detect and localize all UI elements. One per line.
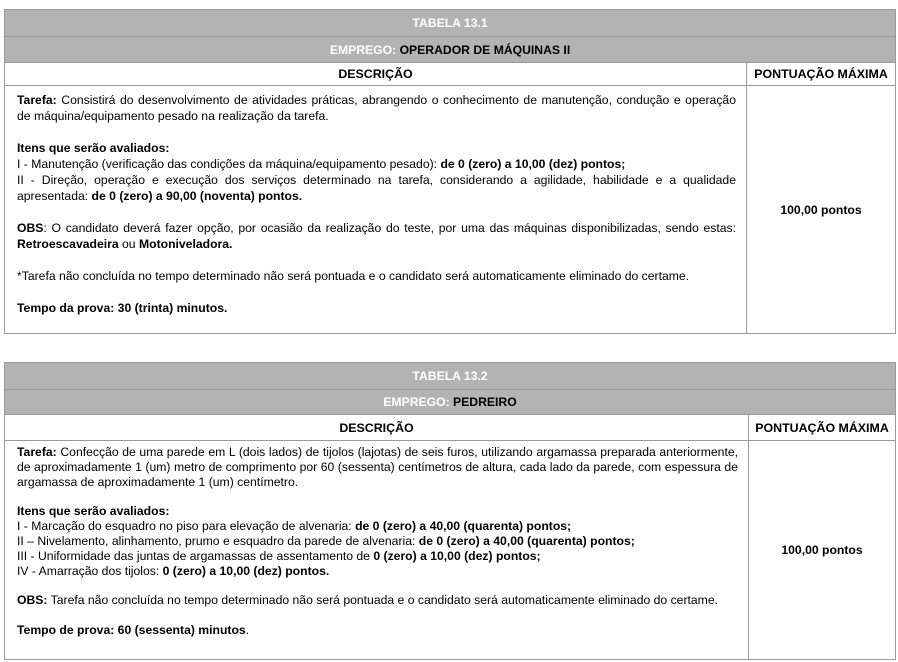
- tarefa-text: Confecção de uma parede em L (dois lados) de tijolos (lajotas) de seis furos, utilizando argamassa preparada anteriormente, de aproximadamente 1 (um) metro de comprimento por 60 (sessenta) centímetros de altura, cada lado da parede, com espessura de argamassa de aproximadamente 1 (um) centímetro.: [17, 445, 738, 489]
- column-header-row: [5, 415, 896, 441]
- item-1: I - Manutenção (verificação das condições da máquina/equipamento pesado): de 0 (zero) a 10,00 (dez) pontos;: [17, 157, 626, 171]
- tarefa-label: Tarefa:: [17, 93, 57, 107]
- tarefa-paragraph: [17, 92, 736, 124]
- item-4: IV - Amarração dos tijolos: 0 (zero) a 10,00 (dez) pontos.: [17, 564, 330, 578]
- obs-label: OBS: [17, 221, 44, 235]
- tarefa-text: Consistirá do desenvolvimento de atividades práticas, abrangendo o conhecimento de manutenção, condução e operação de máquina/equipamento pesado na realização da tarefa.: [17, 93, 736, 123]
- tarefa-paragraph: [17, 445, 738, 490]
- pontuacao-value: 100,00 pontos: [747, 86, 896, 334]
- item-3: III - Uniformidade das juntas de argamassas de assentamento de 0 (zero) a 10,00 (dez) pontos;: [17, 549, 541, 563]
- table-title: TABELA 13.2: [5, 363, 896, 390]
- item-2: II - Direção, operação e execução dos serviços determinado na tarefa, considerando a agilidade, habilidade e a qualidade apresentada: de 0 (zero) a 90,00 (noventa) pontos.: [17, 173, 736, 203]
- emprego-label: EMPREGO:: [329, 42, 397, 57]
- itens-label: Itens que serão avaliados:: [17, 141, 170, 155]
- pontuacao-value: 100,00 pontos: [749, 441, 896, 660]
- itens-label: Itens que serão avaliados:: [17, 504, 170, 518]
- tarefa-label: Tarefa:: [17, 445, 57, 459]
- content-row: [5, 441, 896, 660]
- emprego-name: OPERADOR DE MÁQUINAS II: [399, 42, 571, 57]
- descricao-cell: [5, 441, 749, 660]
- col-pontuacao: PONTUAÇÃO MÁXIMA: [749, 415, 896, 441]
- emprego-heading: [5, 390, 896, 415]
- nota-paragraph: *Tarefa não concluída no tempo determinado não será pontuada e o candidato será automaticamente eliminado do certame.: [17, 269, 690, 283]
- table-13-1: [4, 9, 896, 334]
- table-title-row: [5, 363, 896, 390]
- column-header-row: [5, 63, 896, 86]
- table-13-2: [4, 362, 896, 660]
- emprego-row: [5, 37, 896, 63]
- emprego-name: PEDREIRO: [453, 395, 517, 409]
- emprego-label: EMPREGO:: [383, 395, 450, 409]
- table-title: TABELA 13.1: [5, 10, 896, 37]
- col-pontuacao: PONTUAÇÃO MÁXIMA: [747, 63, 896, 86]
- item-2: II – Nivelamento, alinhamento, prumo e esquadro da parede de alvenaria: de 0 (zero) a 40,00 (quarenta) pontos;: [17, 534, 635, 548]
- col-descricao: DESCRIÇÃO: [5, 415, 749, 441]
- emprego-heading: [5, 37, 896, 63]
- obs-paragraph: OBS: Tarefa não concluída no tempo determinado não será pontuada e o candidato será automaticamente eliminado do certame.: [17, 593, 718, 607]
- content-row: [5, 86, 896, 334]
- table-title-row: [5, 10, 896, 37]
- descricao-cell: [5, 86, 747, 334]
- item-1: I - Marcação do esquadro no piso para elevação de alvenaria: de 0 (zero) a 40,00 (quarenta) pontos;: [17, 519, 572, 533]
- obs-label: OBS:: [17, 593, 48, 607]
- col-descricao: DESCRIÇÃO: [5, 63, 747, 86]
- obs-paragraph: OBS: O candidato deverá fazer opção, por ocasião da realização do teste, por uma das máquinas disponibilizadas, sendo estas: Retroescavadeira ou Motoniveladora.: [17, 221, 736, 251]
- tempo-paragraph: Tempo da prova: 30 (trinta) minutos.: [17, 301, 228, 315]
- tempo-paragraph: Tempo de prova: 60 (sessenta) minutos.: [17, 623, 250, 637]
- emprego-row: [5, 390, 896, 415]
